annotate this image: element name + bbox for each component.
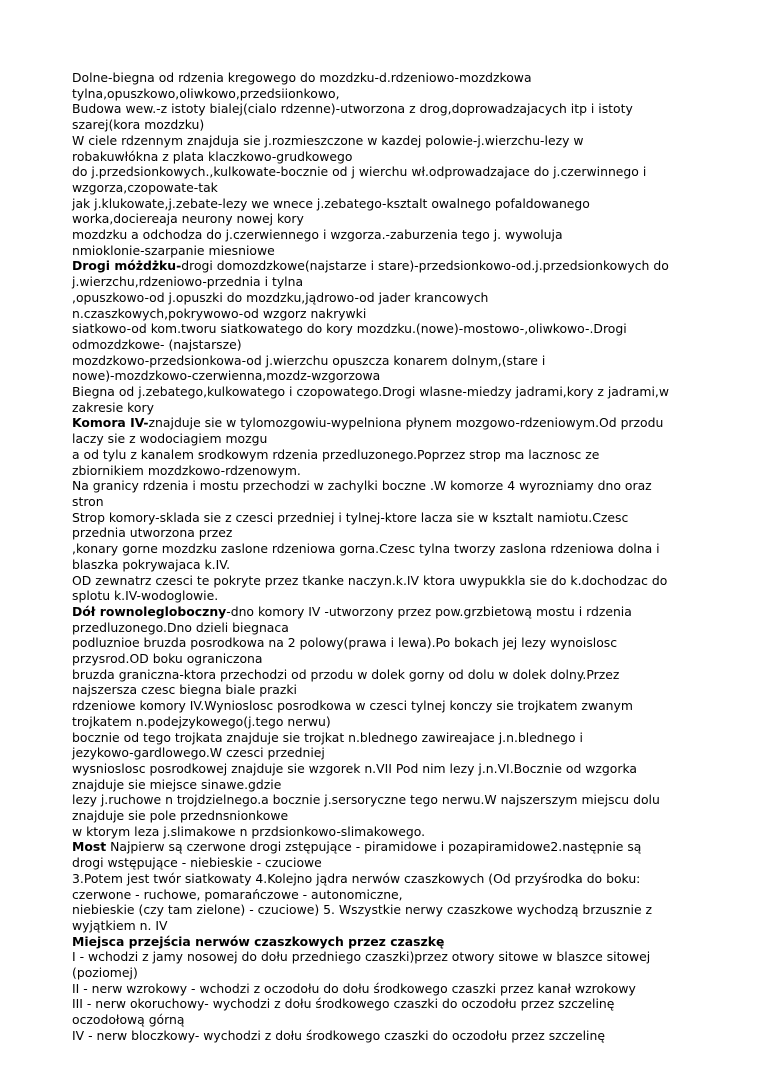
text-line — [72, 1028, 700, 1044]
text-line — [72, 368, 700, 384]
text-line — [72, 149, 700, 165]
line-text: nowe)-mozdzkowo-czerwienna,mozdz-wzgorzowa — [72, 368, 381, 384]
text-line — [72, 745, 700, 761]
line-text: wzgorza,czopowate-tak — [72, 179, 218, 195]
line-text: Dolne-biegna od rdzenia kregowego do mozdzku-d.rdzeniowo-mozdzkowa — [72, 70, 532, 85]
text-line — [72, 588, 700, 604]
line-text: niebieskie (czy tam zielone) - czuciowe) 5. Wszystkie nerwy czaszkowe wychodzą brzusznie z — [72, 902, 653, 918]
line-text: oczodołową górną — [72, 1012, 185, 1028]
line-text: Budowa wew.-z istoty bialej(cialo rdzenne)-utworzona z drog,doprowadzajacych itp i istoty — [72, 101, 633, 117]
line-text: a od tylu z kanalem srodkowym rdzenia przedluzonego.Poprzez strop ma lacznosc ze — [72, 446, 600, 462]
text-line — [72, 86, 700, 102]
bold-heading: Drogi móżdżku- — [72, 258, 182, 274]
text-line — [72, 573, 700, 589]
text-line — [72, 306, 700, 322]
text-line — [72, 510, 700, 526]
bold-heading: Most — [72, 839, 107, 855]
line-text: bruzda graniczna-ktora przechodzi od przodu w dolek gorny od dolu w dolek dolny.Przez — [72, 666, 620, 682]
line-text: I - wchodzi z jamy nosowej do dołu przedniego czaszki)przez otwory sitowe w blaszce sitowej — [72, 949, 651, 965]
line-text: -dno komory IV -utworzony przez pow.grzbietową mostu i rdzenia — [226, 603, 632, 619]
line-text: mozdzku a odchodza do j.czerwiennego i wzgorza.-zaburzenia tego j. wywoluja — [72, 227, 563, 243]
line-text: ,opuszkowo-od j.opuszki do mozdzku,jądrowo-od jader krancowych — [72, 289, 489, 305]
line-text: Najpierw są czerwone drogi zstępujące - piramidowe i pozapiramidowe2.następnie są — [106, 839, 642, 855]
line-text: splotu k.IV-wodoglowie. — [72, 588, 219, 604]
text-line — [72, 290, 700, 306]
line-text: Strop komory-sklada sie z czesci przedniej i tylnej-ktore lacza sie w ksztalt namiotu.Czesc — [72, 509, 629, 525]
line-text: lezy j.ruchowe n trojdzielnego.a bocznie j.sersoryczne tego nerwu.W najszerszym miejscu dolu — [72, 792, 660, 808]
line-text: laczy sie z wodociagiem mozgu — [72, 431, 268, 447]
text-line — [72, 667, 700, 683]
text-line — [72, 934, 700, 950]
text-line — [72, 525, 700, 541]
text-line — [72, 557, 700, 573]
line-text: rdzeniowe komory IV.Wynioslosc posrodkowa w czesci tylnej konczy sie trojkatem zwanym — [72, 698, 633, 714]
text-line — [72, 337, 700, 353]
line-text: znajduje sie miejsce sinawe.gdzie — [72, 776, 282, 792]
line-text: nmioklonie-szarpanie miesniowe — [72, 242, 275, 258]
text-line — [72, 808, 700, 824]
text-line — [72, 133, 700, 149]
line-text: wyjątkiem n. IV — [72, 917, 168, 933]
bold-heading: Miejsca przejścia nerwów czaszkowych przez czaszkę — [72, 933, 445, 949]
text-line — [72, 478, 700, 494]
bold-heading: Komora IV- — [72, 415, 149, 431]
line-text: W ciele rdzennym znajduja sie j.rozmieszczone w kazdej polowie-j.wierzchu-lezy w — [72, 132, 584, 148]
text-line — [72, 164, 700, 180]
text-line — [72, 981, 700, 997]
text-line — [72, 353, 700, 369]
line-text: trojkatem n.podejzykowego(j.tego nerwu) — [72, 713, 331, 729]
text-line — [72, 918, 700, 934]
bold-heading: Dół rownolegloboczny — [72, 603, 227, 619]
line-text: drogi wstępujące - niebieskie - czuciowe — [72, 855, 322, 871]
line-text: IV - nerw bloczkowy- wychodzi z dołu środkowego czaszki do oczodołu przez szczelinę — [72, 1027, 605, 1043]
text-line — [72, 101, 700, 117]
text-line — [72, 384, 700, 400]
text-line — [72, 855, 700, 871]
line-text: worka,dociereaja neurony nowej kory — [72, 211, 304, 227]
text-line — [72, 431, 700, 447]
text-line — [72, 730, 700, 746]
line-text: jezykowo-gardlowego.W czesci przedniej — [72, 745, 325, 761]
text-line — [72, 463, 700, 479]
line-text: mozdzkowo-przedsionkowa-od j.wierzchu opuszcza konarem dolnym,(stare i — [72, 352, 546, 368]
text-line — [72, 180, 700, 196]
text-line — [72, 839, 700, 855]
line-text: Biegna od j.zebatego,kulkowatego i czopowatego.Drogi wlasne-miedzy jadrami,kory z jadrami,w — [72, 384, 669, 400]
text-line — [72, 761, 700, 777]
text-line — [72, 714, 700, 730]
line-text: blaszka pokrywajaca k.IV. — [72, 556, 231, 572]
text-line — [72, 792, 700, 808]
line-text: w ktorym leza j.slimakowe n przdsionkowo-slimakowego. — [72, 823, 426, 839]
line-text: n.czaszkowych,pokrywowo-od wzgorz nakrywki — [72, 305, 367, 321]
line-text: Na granicy rdzenia i mostu przechodzi w zachylki boczne .W komorze 4 wyrozniamy dno oraz — [72, 478, 652, 494]
line-text: tylna,opuszkowo,oliwkowo,przedsiionkowo, — [72, 85, 340, 101]
text-line — [72, 258, 700, 274]
text-line — [72, 698, 700, 714]
line-text: ,konary gorne mozdzku zaslone rdzeniowa gorna.Czesc tylna tworzy zaslona rdzeniowa dolna i — [72, 541, 660, 557]
text-line — [72, 635, 700, 651]
text-line — [72, 871, 700, 887]
line-text: znajduje sie w tylomozgowiu-wypelniona płynem mozgowo-rdzeniowym.Od przodu — [148, 415, 664, 431]
line-text: drogi domozdzkowe(najstarze i stare)-przedsionkowo-od.j.przedsionkowych do — [181, 258, 669, 274]
line-text: znajduje sie pole przednsnionkowe — [72, 808, 289, 824]
line-text: przednia utworzona przez — [72, 525, 233, 541]
line-text: zakresie kory — [72, 399, 154, 415]
line-text: III - nerw okoruchowy- wychodzi z dołu środkowego czaszki do oczodołu przez szczelinę — [72, 996, 615, 1012]
text-line — [72, 117, 700, 133]
line-text: (poziomej) — [72, 965, 138, 981]
line-text: 3.Potem jest twór siatkowaty 4.Kolejno jądra nerwów czaszkowych (Od przyśrodka do boku: — [72, 870, 641, 886]
text-line — [72, 321, 700, 337]
text-line — [72, 824, 700, 840]
text-line — [72, 196, 700, 212]
line-text: stron — [72, 493, 104, 509]
text-line — [72, 447, 700, 463]
line-text: zbiornikiem mozdzkowo-rdzenowym. — [72, 462, 301, 478]
text-line — [72, 1012, 700, 1028]
text-line — [72, 996, 700, 1012]
text-line — [72, 415, 700, 431]
line-text: szarej(kora mozdzku) — [72, 117, 205, 133]
text-line — [72, 949, 700, 965]
text-line — [72, 243, 700, 259]
line-text: najszersza czesc biegna biale prazki — [72, 682, 297, 698]
text-line — [72, 227, 700, 243]
text-line — [72, 887, 700, 903]
line-text: do j.przedsionkowych.,kulkowate-bocznie od j wierchu wł.odprowadzajace do j.czerwinnego i — [72, 164, 647, 180]
line-text: II - nerw wzrokowy - wchodzi z oczodołu do dołu środkowego czaszki przez kanał wzrokowy — [72, 980, 636, 996]
text-line — [72, 902, 700, 918]
text-line — [72, 777, 700, 793]
line-text: jak j.klukowate,j.zebate-lezy we wnece j.zebatego-ksztalt owalnego pofaldowanego — [72, 195, 590, 211]
text-line — [72, 604, 700, 620]
line-text: odmozdzkowe- (najstarsze) — [72, 336, 242, 352]
line-text: j.wierzchu,rdzeniowo-przednia i tylna — [72, 274, 304, 290]
text-line — [72, 274, 700, 290]
line-text: przedluzonego.Dno dzieli biegnaca — [72, 619, 289, 635]
line-text: OD zewnatrz czesci te pokryte przez tkanke naczyn.k.IV ktora uwypukkla sie do k.dochodzac do — [72, 572, 668, 588]
line-text: robakuwłókna z plata klaczkowo-grudkowego — [72, 148, 353, 164]
text-line — [72, 651, 700, 667]
line-text: czerwone - ruchowe, pomarańczowe - autonomiczne, — [72, 886, 403, 902]
line-text: przysrod.OD boku ograniczona — [72, 651, 263, 667]
line-text: wysnioslosc posrodkowej znajduje sie wzgorek n.VII Pod nim lezy j.n.VI.Bocznie od wzgorka — [72, 760, 638, 776]
line-text: bocznie od tego trojkata znajduje sie trojkat n.blednego zawireajace j.n.blednego i — [72, 729, 583, 745]
text-line — [72, 620, 700, 636]
text-line — [72, 682, 700, 698]
text-line — [72, 211, 700, 227]
line-text: siatkowo-od kom.tworu siatkowatego do kory mozdzku.(nowe)-mostowo-,oliwkowo-.Drogi — [72, 321, 627, 337]
line-text: podluznioe bruzda posrodkowa na 2 polowy(prawa i lewa).Po bokach jej lezy wynoislosc — [72, 635, 618, 651]
text-line — [72, 70, 700, 86]
text-line — [72, 965, 700, 981]
text-line — [72, 400, 700, 416]
text-line — [72, 494, 700, 510]
text-line — [72, 541, 700, 557]
